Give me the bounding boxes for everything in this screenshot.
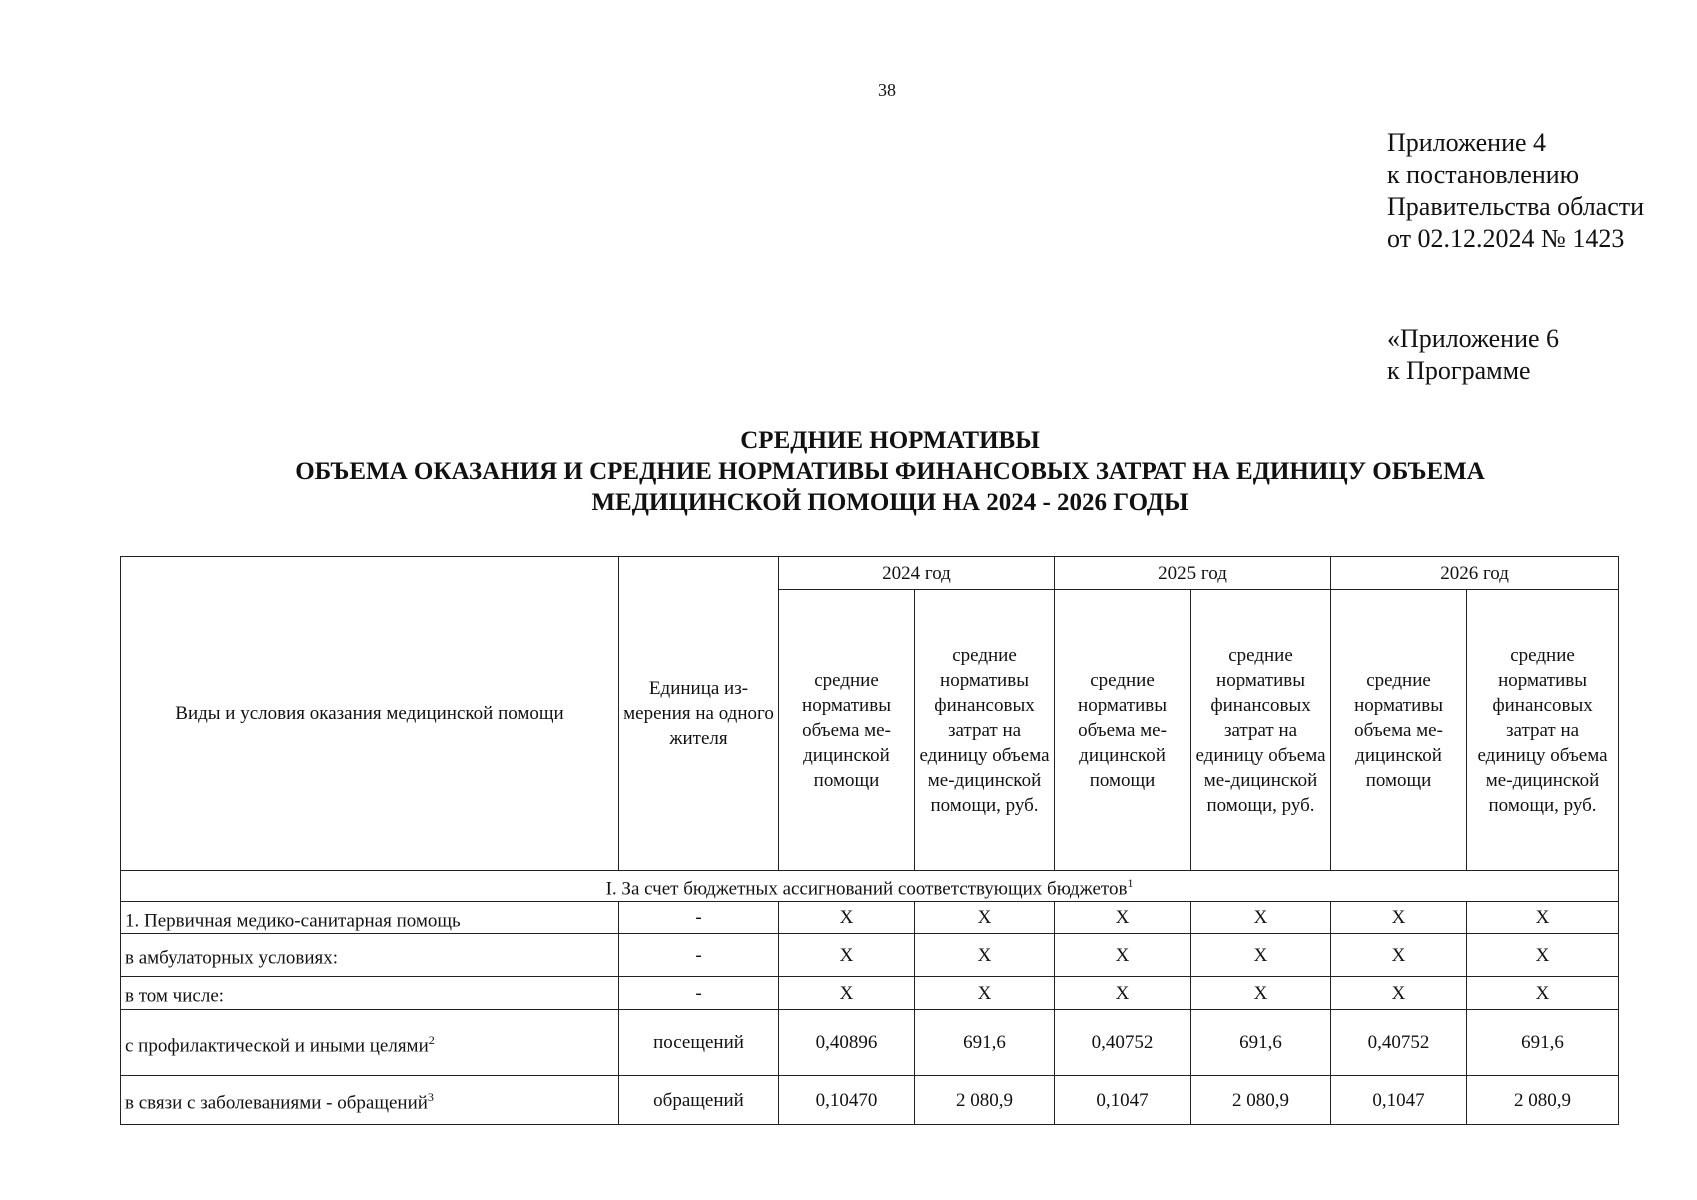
cell-value: 691,6 — [1467, 1010, 1619, 1076]
page-number: 38 — [878, 80, 896, 100]
header-volume-2024: средние нормативы объема ме-дицинской помощи — [779, 590, 915, 871]
header-cost-2024: средние нормативы финансовых затрат на единицу объема ме-дицинской помощи, руб. — [915, 590, 1055, 871]
cell-value: X — [779, 934, 915, 977]
cell-value: X — [1331, 934, 1467, 977]
annex-line: Правительства области — [1387, 192, 1645, 221]
annex-line: от 02.12.2024 № 1423 — [1387, 224, 1625, 253]
title-line: МЕДИЦИНСКОЙ ПОМОЩИ НА 2024 - 2026 ГОДЫ — [591, 489, 1189, 516]
cell-value: X — [1055, 902, 1191, 934]
row-unit: посещений — [619, 1010, 779, 1076]
row-name: с профилактической и иными целями$^2$ — [121, 1010, 619, 1076]
annex-line: к постановлению — [1387, 160, 1580, 189]
header-year-2026: 2026 год — [1331, 557, 1619, 590]
cell-value: X — [1191, 977, 1331, 1010]
header-cost-2026: средние нормативы финансовых затрат на единицу объема ме-дицинской помощи, руб. — [1467, 590, 1619, 871]
row-unit: - — [619, 902, 779, 934]
row-name: в том числе: — [121, 977, 619, 1010]
row-name: в связи с заболеваниями - обращений$^3$ — [121, 1076, 619, 1125]
title-line: ОБЪЕМА ОКАЗАНИЯ И СРЕДНИЕ НОРМАТИВЫ ФИНАНСОВЫХ ЗАТРАТ НА ЕДИНИЦУ ОБЪЕМА — [295, 458, 1485, 485]
header-unit: Единица из-мерения на одного жителя — [619, 557, 779, 871]
cell-value: X — [1191, 902, 1331, 934]
table-row — [121, 934, 1619, 977]
row-unit: - — [619, 934, 779, 977]
table-row — [121, 1010, 1619, 1076]
cell-value: 2 080,9 — [915, 1076, 1055, 1125]
cell-value: 0,10470 — [779, 1076, 915, 1125]
cell-value: X — [1055, 977, 1191, 1010]
annex-program-block — [1387, 323, 1559, 387]
cell-value: X — [779, 977, 915, 1010]
norms-table — [120, 556, 1619, 1125]
cell-value: X — [1191, 934, 1331, 977]
header-volume-2025: средние нормативы объема ме-дицинской помощи — [1055, 590, 1191, 871]
cell-value: X — [1055, 934, 1191, 977]
cell-value: 0,1047 — [1331, 1076, 1467, 1125]
cell-value: 691,6 — [1191, 1010, 1331, 1076]
annex-block — [1387, 127, 1644, 255]
section-heading — [121, 871, 1619, 902]
footnote-ref: 1 — [1127, 876, 1134, 890]
cell-value: 0,40752 — [1055, 1010, 1191, 1076]
table-row — [121, 902, 1619, 934]
cell-value: X — [779, 902, 915, 934]
cell-value: X — [1467, 934, 1619, 977]
cell-value: X — [1331, 977, 1467, 1010]
cell-value: X — [915, 977, 1055, 1010]
header-year-2024: 2024 год — [779, 557, 1055, 590]
cell-value: 2 080,9 — [1467, 1076, 1619, 1125]
annex-program-line: к Программе — [1387, 356, 1531, 385]
title-line: СРЕДНИЕ НОРМАТИВЫ — [740, 427, 1040, 454]
row-unit: обращений — [619, 1076, 779, 1125]
document-title — [0, 425, 1697, 518]
section-heading-text: I. За счет бюджетных ассигнований соответствующих бюджетов — [605, 878, 1128, 900]
header-cost-2025: средние нормативы финансовых затрат на единицу объема ме-дицинской помощи, руб. — [1191, 590, 1331, 871]
row-name: в амбулаторных условиях: — [121, 934, 619, 977]
header-year-2025: 2025 год — [1055, 557, 1331, 590]
cell-value: X — [1467, 977, 1619, 1010]
cell-value: 0,1047 — [1055, 1076, 1191, 1125]
annex-line: Приложение 4 — [1387, 128, 1547, 157]
table-row — [121, 977, 1619, 1010]
cell-value: 2 080,9 — [1191, 1076, 1331, 1125]
cell-value: X — [915, 902, 1055, 934]
header-care-type: Виды и условия оказания медицинской помощи — [121, 557, 619, 871]
row-name: 1. Первичная медико-санитарная помощь — [121, 902, 619, 934]
table-row — [121, 1076, 1619, 1125]
row-unit: - — [619, 977, 779, 1010]
annex-program-line: «Приложение 6 — [1387, 324, 1560, 353]
cell-value: 691,6 — [915, 1010, 1055, 1076]
cell-value: X — [1331, 902, 1467, 934]
cell-value: X — [1467, 902, 1619, 934]
cell-value: 0,40752 — [1331, 1010, 1467, 1076]
cell-value: X — [915, 934, 1055, 977]
header-volume-2026: средние нормативы объема ме-дицинской помощи — [1331, 590, 1467, 871]
cell-value: 0,40896 — [779, 1010, 915, 1076]
